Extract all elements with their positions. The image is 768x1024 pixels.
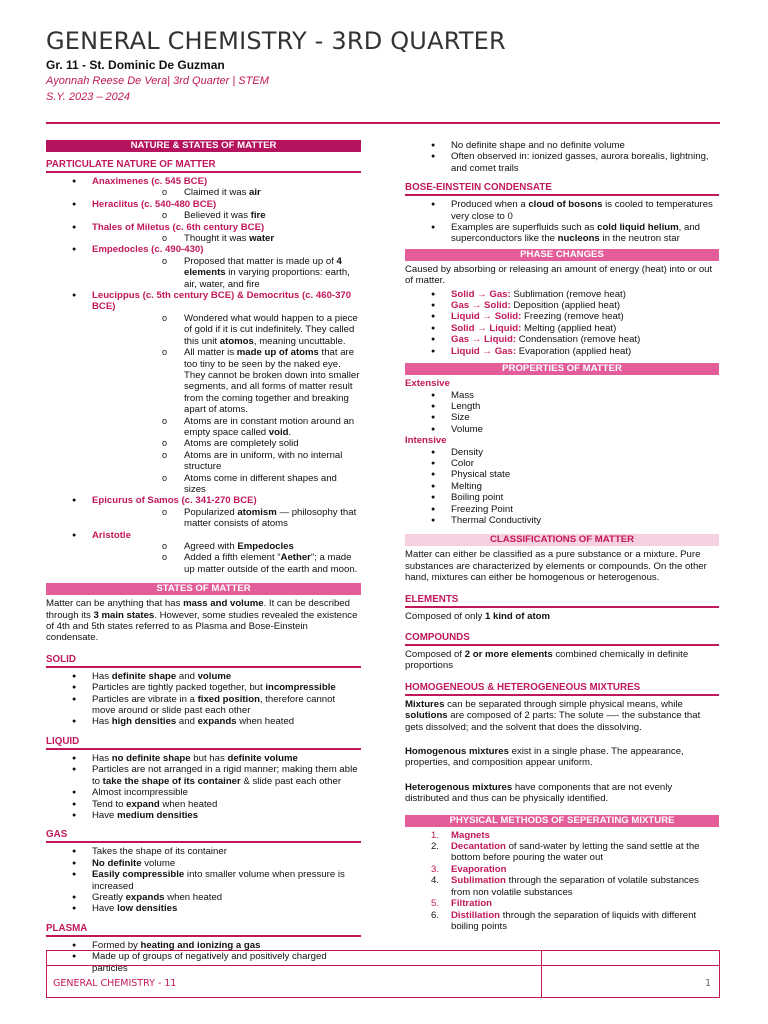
list-item: ● Freezing Point bbox=[405, 504, 719, 515]
subhead-mixtures: HOMOGENEOUS & HETEROGENEOUS MIXTURES bbox=[405, 674, 719, 696]
school-year: S.Y. 2023 – 2024 bbox=[46, 91, 131, 103]
footer-top-row bbox=[47, 951, 719, 966]
mixtures-text-1: Mixtures can be separated through simple physical means, while solutions are composed of 2 parts: The solute —- the substance that gets dissolved; and the solvent that does the dissolving. bbox=[405, 698, 701, 733]
section-band-properties: PROPERTIES OF MATTER bbox=[405, 363, 719, 375]
section-band-phase: PHASE CHANGES bbox=[405, 249, 719, 261]
header-divider bbox=[46, 122, 720, 124]
list-item: ● Produced when a cloud of bosons is cooled to temperatures very close to 0 bbox=[405, 199, 719, 222]
list-item: ● Has definite shape and volume bbox=[46, 671, 361, 682]
list-item: ● Particles are vibrate in a fixed position, therefore cannot move around or slide past each other bbox=[46, 694, 361, 717]
sub-list-item: o Thought it was water bbox=[92, 233, 361, 244]
list-item: ● Aristotle o Agreed with Empedocles o Added a fifth element “Aether”; a made up matter outside of the earth and moon. bbox=[46, 530, 361, 576]
list-item: ● Thales of Miletus (c. 6th century BCE) o Thought it was water bbox=[46, 222, 361, 245]
sub-list-item: o All matter is made up of atoms that are too tiny to be seen by the naked eye. They cannot be broken down into smaller segments, and all forms of matter result from the coming together and breaking apart of atoms. bbox=[92, 347, 361, 415]
sub-list-item: o Atoms are in uniform, with no internal structure bbox=[92, 450, 361, 473]
gas-list bbox=[46, 846, 361, 914]
sub-list-item: o Atoms come in different shapes and sizes bbox=[92, 473, 361, 496]
list-item: 1. Magnets bbox=[430, 829, 490, 841]
subhead-gas: GAS bbox=[46, 821, 361, 843]
subhead-plasma: PLASMA bbox=[46, 915, 361, 937]
extensive-list bbox=[405, 390, 719, 436]
list-item: ● No definite volume bbox=[46, 858, 361, 869]
list-item: ● Solid → Gas: Sublimation (remove heat) bbox=[405, 289, 719, 300]
footer-label: GENERAL CHEMISTRY - 11 bbox=[53, 978, 177, 989]
list-item: ● Mass bbox=[405, 390, 719, 401]
subhead-solid: SOLID bbox=[46, 646, 361, 668]
states-intro: Matter can be anything that has mass and volume. It can be described through its 3 main states. However, some studies revealed the existence of 4th and 5th states referred to as Plasma and Bose-Einstein condensate. bbox=[46, 598, 358, 644]
liquid-list bbox=[46, 753, 361, 821]
sub-list-item: o Claimed it was air bbox=[92, 187, 361, 198]
author-line: Ayonnah Reese De Vera| 3rd Quarter | STEM bbox=[46, 75, 269, 87]
list-item: ● Anaximenes (c. 545 BCE) o Claimed it was air bbox=[46, 176, 361, 199]
list-item: ● Boiling point bbox=[405, 492, 719, 503]
subhead-particulate: PARTICULATE NATURE OF MATTER bbox=[46, 155, 361, 173]
sub-list-item: o Popularized atomism — philosophy that matter consists of atoms bbox=[92, 507, 361, 530]
list-item: ● Color bbox=[405, 458, 719, 469]
list-item: ● Empedocles (c. 490-430) o Proposed that matter is made up of 4 elements in varying proportions: earth, air, water, and fire bbox=[46, 244, 361, 290]
list-item: ● Density bbox=[405, 447, 719, 458]
compounds-text: Composed of 2 or more elements combined chemically in definite proportions bbox=[405, 649, 689, 672]
footer-divider bbox=[541, 951, 542, 966]
sub-list-item: o Added a fifth element “Aether”; a made up matter outside of the earth and moon. bbox=[92, 552, 361, 575]
classification-text: Matter can either be classified as a pure substance or a mixture. Pure substances are characterized by elements or compounds. On the other hand, mixtures can either be homogenous or heterogenous. bbox=[405, 549, 707, 584]
list-item: ● Often observed in: ionized gasses, aurora borealis, lightning, and comet trails bbox=[405, 151, 719, 174]
list-item: ● Thermal Conductivity bbox=[405, 515, 719, 526]
list-item: 5. Filtration bbox=[430, 898, 493, 910]
sub-list-item: o Proposed that matter is made up of 4 elements in varying proportions: earth, air, water, and fire bbox=[92, 256, 361, 290]
list-item: ● Gas → Liquid: Condensation (remove heat) bbox=[405, 334, 719, 345]
list-item: ● Examples are superfluids such as cold liquid helium, and superconductors like the nucleons in the neutron star bbox=[405, 222, 719, 245]
intensive-list bbox=[405, 447, 719, 527]
page-subtitle: Gr. 11 - St. Dominic De Guzman bbox=[46, 58, 225, 72]
sub-list-item: o Agreed with Empedocles bbox=[92, 541, 361, 552]
phase-intro: Caused by absorbing or releasing an amount of energy (heat) into or out of matter. bbox=[405, 263, 713, 287]
list-item: 6. Distillation through the separation of liquids with different boiling points bbox=[430, 909, 697, 932]
list-item: ● Physical state bbox=[405, 469, 719, 480]
separation-list bbox=[405, 830, 719, 933]
list-item: ● Has no definite shape but has definite volume bbox=[46, 753, 361, 764]
list-item: ● Easily compressible into smaller volume when pressure is increased bbox=[46, 869, 361, 892]
list-item: 4. Sublimation through the separation of volatile substances from non volatile substances bbox=[430, 875, 699, 898]
list-item: 2. Decantation of sand-water by letting the sand settle at the bottom before pouring the water out bbox=[430, 841, 700, 864]
elements-text: Composed of only 1 kind of atom bbox=[405, 610, 551, 622]
list-item: ● Tend to expand when heated bbox=[46, 799, 361, 810]
section-band-states: STATES OF MATTER bbox=[46, 583, 361, 595]
list-item: ● Have low densities bbox=[46, 903, 361, 914]
subhead-elements: ELEMENTS bbox=[405, 586, 719, 608]
page-title: GENERAL CHEMISTRY - 3RD QUARTER bbox=[46, 27, 506, 55]
list-item: ● Epicurus of Samos (c. 341-270 BCE) o Popularized atomism — philosophy that matter consists of atoms bbox=[46, 495, 361, 529]
list-item: ● Made up of groups of negatively and positively charged particles bbox=[46, 951, 361, 974]
list-item: ● Leucippus (c. 5th century BCE) & Democritus (c. 460-370 BCE) o Wondered what would happen to a piece of gold if it is cut indefinitely. They called this unit atomos, meaning uncuttable. o All matter is made up of atoms that are too tiny to be seen by the naked eye. They cannot be broken down into smaller segments, and all forms of matter result from the coming together and breaking apart of atoms. o Atoms are in constant motion around an empty space called void. o Atoms are completely solid o Atoms are in uniform, with no internal structure o Atoms come in different shapes and sizes bbox=[46, 290, 361, 495]
list-item: ● Size bbox=[405, 412, 719, 423]
list-item: ● Takes the shape of its container bbox=[46, 846, 361, 857]
list-item: ● Melting bbox=[405, 481, 719, 492]
list-item: ● Length bbox=[405, 401, 719, 412]
list-item: ● Volume bbox=[405, 424, 719, 435]
intensive-label: Intensive bbox=[405, 435, 447, 447]
left-column bbox=[46, 140, 361, 974]
section-band-nature: NATURE & STATES OF MATTER bbox=[46, 140, 361, 152]
philosophers-list bbox=[46, 176, 361, 575]
section-band-separation: PHYSICAL METHODS OF SEPERATING MIXTURE bbox=[405, 815, 719, 827]
plasma-list-continued bbox=[405, 140, 719, 174]
sub-list-item: o Atoms are in constant motion around an empty space called void. bbox=[92, 416, 361, 439]
list-item: ● Solid → Liquid: Melting (applied heat) bbox=[405, 323, 719, 334]
subhead-bec: BOSE-EINSTEIN CONDENSATE bbox=[405, 174, 719, 196]
page-header bbox=[46, 26, 722, 105]
phase-list bbox=[405, 289, 719, 357]
list-item: ● Gas → Solid: Deposition (applied heat) bbox=[405, 300, 719, 311]
mixtures-text-2: Homogenous mixtures exist in a single phase. The appearance, properties, and composition appear uniform. bbox=[405, 746, 684, 769]
footer-divider bbox=[541, 966, 542, 997]
list-item: ● Formed by heating and ionizing a gas bbox=[46, 940, 361, 951]
right-column bbox=[405, 140, 719, 932]
list-item: ● Has high densities and expands when heated bbox=[46, 716, 361, 727]
sub-list-item: o Believed it was fire bbox=[92, 210, 361, 221]
subhead-liquid: LIQUID bbox=[46, 728, 361, 750]
page-footer bbox=[46, 950, 720, 998]
list-item: ● Particles are not arranged in a rigid manner; making them able to take the shape of its container & slide past each other bbox=[46, 764, 361, 787]
list-item: ● No definite shape and no definite volume bbox=[405, 140, 719, 151]
sub-list-item: o Atoms are completely solid bbox=[92, 438, 361, 449]
subhead-compounds: COMPOUNDS bbox=[405, 624, 719, 646]
solid-list bbox=[46, 671, 361, 728]
list-item: ● Almost incompressible bbox=[46, 787, 361, 798]
section-band-classification: CLASSIFICATIONS OF MATTER bbox=[405, 534, 719, 546]
list-item: ● Greatly expands when heated bbox=[46, 892, 361, 903]
list-item: ● Liquid → Solid: Freezing (remove heat) bbox=[405, 311, 719, 322]
page-number: 1 bbox=[704, 978, 711, 989]
mixtures-text-3: Heterogenous mixtures have components that are not evenly distributed and thus can be physically identified. bbox=[405, 781, 673, 805]
list-item: ● Liquid → Gas: Evaporation (applied heat) bbox=[405, 346, 719, 357]
extensive-label: Extensive bbox=[405, 378, 450, 390]
list-item: 3. Evaporation bbox=[430, 863, 507, 875]
list-item: ● Particles are tightly packed together, but incompressible bbox=[46, 682, 361, 693]
bec-list bbox=[405, 199, 719, 245]
list-item: ● Have medium densities bbox=[46, 810, 361, 821]
sub-list-item: o Wondered what would happen to a piece of gold if it is cut indefinitely. They called this unit atomos, meaning uncuttable. bbox=[92, 313, 361, 347]
list-item: ● Heraclitus (c. 540-480 BCE) o Believed it was fire bbox=[46, 199, 361, 222]
